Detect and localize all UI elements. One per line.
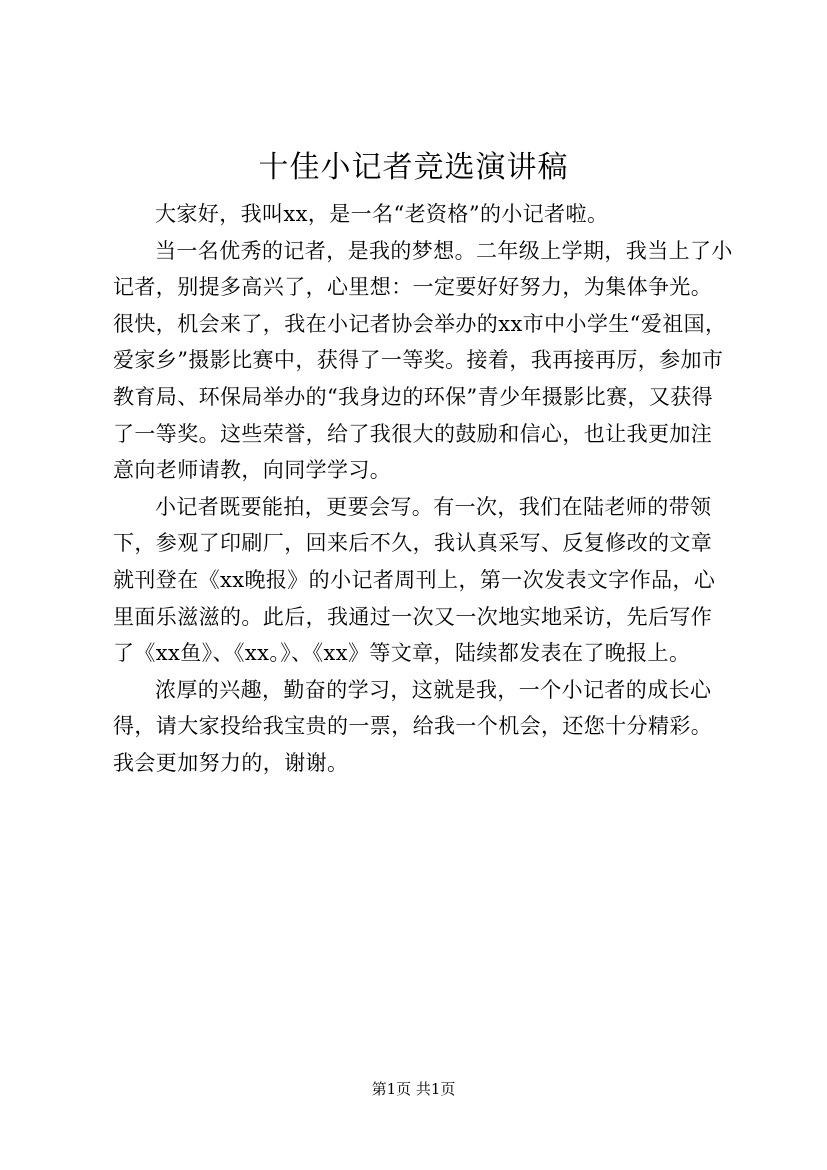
paragraph-dream: 当一名优秀的记者，是我的梦想。二年级上学期，我当上了小记者，别提多高兴了，心里想：一定要好好努力，为集体争光。很快，机会来了，我在小记者协会举办的xx市中小学生“爱祖国，爱家乡”摄影比赛中，获得了一等奖。接着，我再接再厉，参加市教育局、环保局举办的“我身边的环保”青少年摄影比赛，又获得了一等奖。这些荣誉，给了我很大的鼓励和信心，也让我更加注意向老师请教，向同学学习。 bbox=[113, 238, 733, 483]
document-title: 十佳小记者竞选演讲稿 bbox=[258, 150, 569, 185]
page-number-footer: 第1页 共1页 bbox=[371, 1080, 456, 1098]
document-body bbox=[113, 196, 733, 782]
paragraph-closing: 浓厚的兴趣，勤奋的学习，这就是我，一个小记者的成长心得，请大家投给我宝贵的一票，给我一个机会，还您十分精彩。我会更加努力的，谢谢。 bbox=[113, 677, 713, 775]
paragraph-writing: 小记者既要能拍，更要会写。有一次，我们在陆老师的带领下，参观了印刷厂，回来后不久，我认真采写、反复修改的文章就刊登在《xx晚报》的小记者周刊上，第一次发表文字作品，心里面乐滋滋的。此后，我通过一次又一次地实地采访，先后写作了《xx鱼》、《xx。》、《xx》等文章，陆续都发表在了晚报上。 bbox=[113, 494, 716, 666]
paragraph-greeting: 大家好，我叫xx，是一名“老资格”的小记者啦。 bbox=[155, 202, 609, 226]
